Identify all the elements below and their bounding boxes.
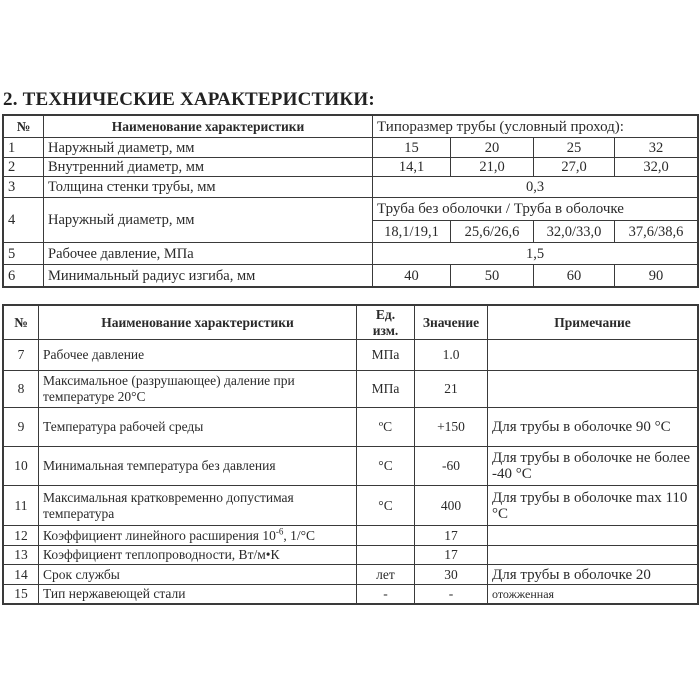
inner-diameter-value: 21,0 [451,158,534,177]
row-num: 8 [4,371,39,408]
row-value: +150 [415,408,488,447]
row-name-unit: , 1/°C [283,527,316,543]
row-num: 6 [4,265,44,287]
row-num: 9 [4,408,39,447]
row-num: 10 [4,447,39,486]
row-name: Температура рабочей среды [39,408,357,447]
row-name: Срок службы [39,565,357,585]
header-value: Значение [415,306,488,340]
row-value: - [415,585,488,604]
table-header-row [4,116,698,138]
row-name: Толщина стенки трубы, мм [44,177,373,198]
row-num: 4 [4,198,44,243]
table-row [4,408,698,447]
table-row [4,177,698,198]
row-unit: ºC [357,408,415,447]
row-num: 14 [4,565,39,585]
row-num: 3 [4,177,44,198]
row-note: Для трубы в оболочке 20 [488,565,698,585]
outer-diameter-value: 18,1/19,1 [373,221,451,243]
row-value: 21 [415,371,488,408]
header-num: № [4,306,39,340]
row-num: 15 [4,585,39,604]
row-name: Максимальная кратковременно допустимая температура [39,486,357,526]
bend-radius-value: 90 [615,265,698,287]
row-unit: °C [357,447,415,486]
table-row [4,486,698,526]
row-unit [357,526,415,546]
table-header-row [4,306,698,340]
row-unit: °C [357,486,415,526]
size-value: 32 [615,138,698,158]
row-name: Наружный диаметр, мм [44,138,373,158]
row-value: 17 [415,526,488,546]
table-row [4,340,698,371]
table-row [4,371,698,408]
row-name [39,526,357,546]
outer-diameter-value: 32,0/33,0 [534,221,615,243]
row-value: 400 [415,486,488,526]
size-value: 25 [534,138,615,158]
row-num: 2 [4,158,44,177]
inner-diameter-value: 32,0 [615,158,698,177]
row-name: Коэффициент теплопроводности, Вт/м•К [39,546,357,565]
table-row [4,158,698,177]
row-name-text: Коэффициент линейного расширения 10 [43,527,276,543]
row-note: Для трубы в оболочке max 110 °C [488,486,698,526]
row-name-exponent: -6 [275,526,284,536]
table-row [4,138,698,158]
row-value: 30 [415,565,488,585]
header-num: № [4,116,44,138]
row-note: отожженная [488,585,698,604]
row-name: Внутренний диаметр, мм [44,158,373,177]
row-num: 7 [4,340,39,371]
table-row [4,243,698,265]
bend-radius-value: 50 [451,265,534,287]
characteristics-table [3,305,698,604]
outer-diameter-value: 25,6/26,6 [451,221,534,243]
row-unit: - [357,585,415,604]
row-note [488,546,698,565]
outer-diameter-value: 37,6/38,6 [615,221,698,243]
row-note [488,526,698,546]
row-unit: МПа [357,340,415,371]
table-row [4,546,698,565]
bend-radius-value: 40 [373,265,451,287]
row-unit [357,546,415,565]
row-note: Для трубы в оболочке не более -40 °C [488,447,698,486]
row-name: Рабочее давление, МПа [44,243,373,265]
table-row [4,585,698,604]
row-name: Максимальное (разрушающее) даление при температуре 20°C [39,371,357,408]
row-name: Рабочее давление [39,340,357,371]
header-name: Наименование характеристики [39,306,357,340]
row-name: Минимальный радиус изгиба, мм [44,265,373,287]
row-num: 13 [4,546,39,565]
row-note: Для трубы в оболочке 90 °C [488,408,698,447]
row-num: 5 [4,243,44,265]
row-value: 17 [415,546,488,565]
wall-thickness-value: 0,3 [373,177,698,198]
row-unit: МПа [357,371,415,408]
row-name: Минимальная температура без давления [39,447,357,486]
inner-diameter-value: 14,1 [373,158,451,177]
inner-diameter-value: 27,0 [534,158,615,177]
row-num: 11 [4,486,39,526]
table-row [4,265,698,287]
row-name: Наружный диаметр, мм [44,198,373,243]
header-pipe-sizes: Типоразмер трубы (условный проход): [373,116,698,138]
table-row [4,198,698,221]
header-unit-line2: изм. [372,322,399,338]
section-title: 2. ТЕХНИЧЕСКИЕ ХАРАКТЕРИСТИКИ: [3,89,375,110]
header-name: Наименование характеристики [44,116,373,138]
row-note [488,371,698,408]
row-num: 12 [4,526,39,546]
row-note [488,340,698,371]
table-row [4,526,698,546]
header-unit [357,306,415,340]
outer-diameter-sublabel: Труба без оболочки / Труба в оболочке [373,198,698,221]
row-value: -60 [415,447,488,486]
table-row [4,565,698,585]
size-value: 15 [373,138,451,158]
table-row [4,447,698,486]
header-note: Примечание [488,306,698,340]
bend-radius-value: 60 [534,265,615,287]
row-num: 1 [4,138,44,158]
row-value: 1.0 [415,340,488,371]
size-value: 20 [451,138,534,158]
pipe-size-table [3,115,698,287]
header-unit-line1: Ед. [375,306,396,322]
working-pressure-value: 1,5 [373,243,698,265]
row-unit: лет [357,565,415,585]
row-name: Тип нержавеющей стали [39,585,357,604]
